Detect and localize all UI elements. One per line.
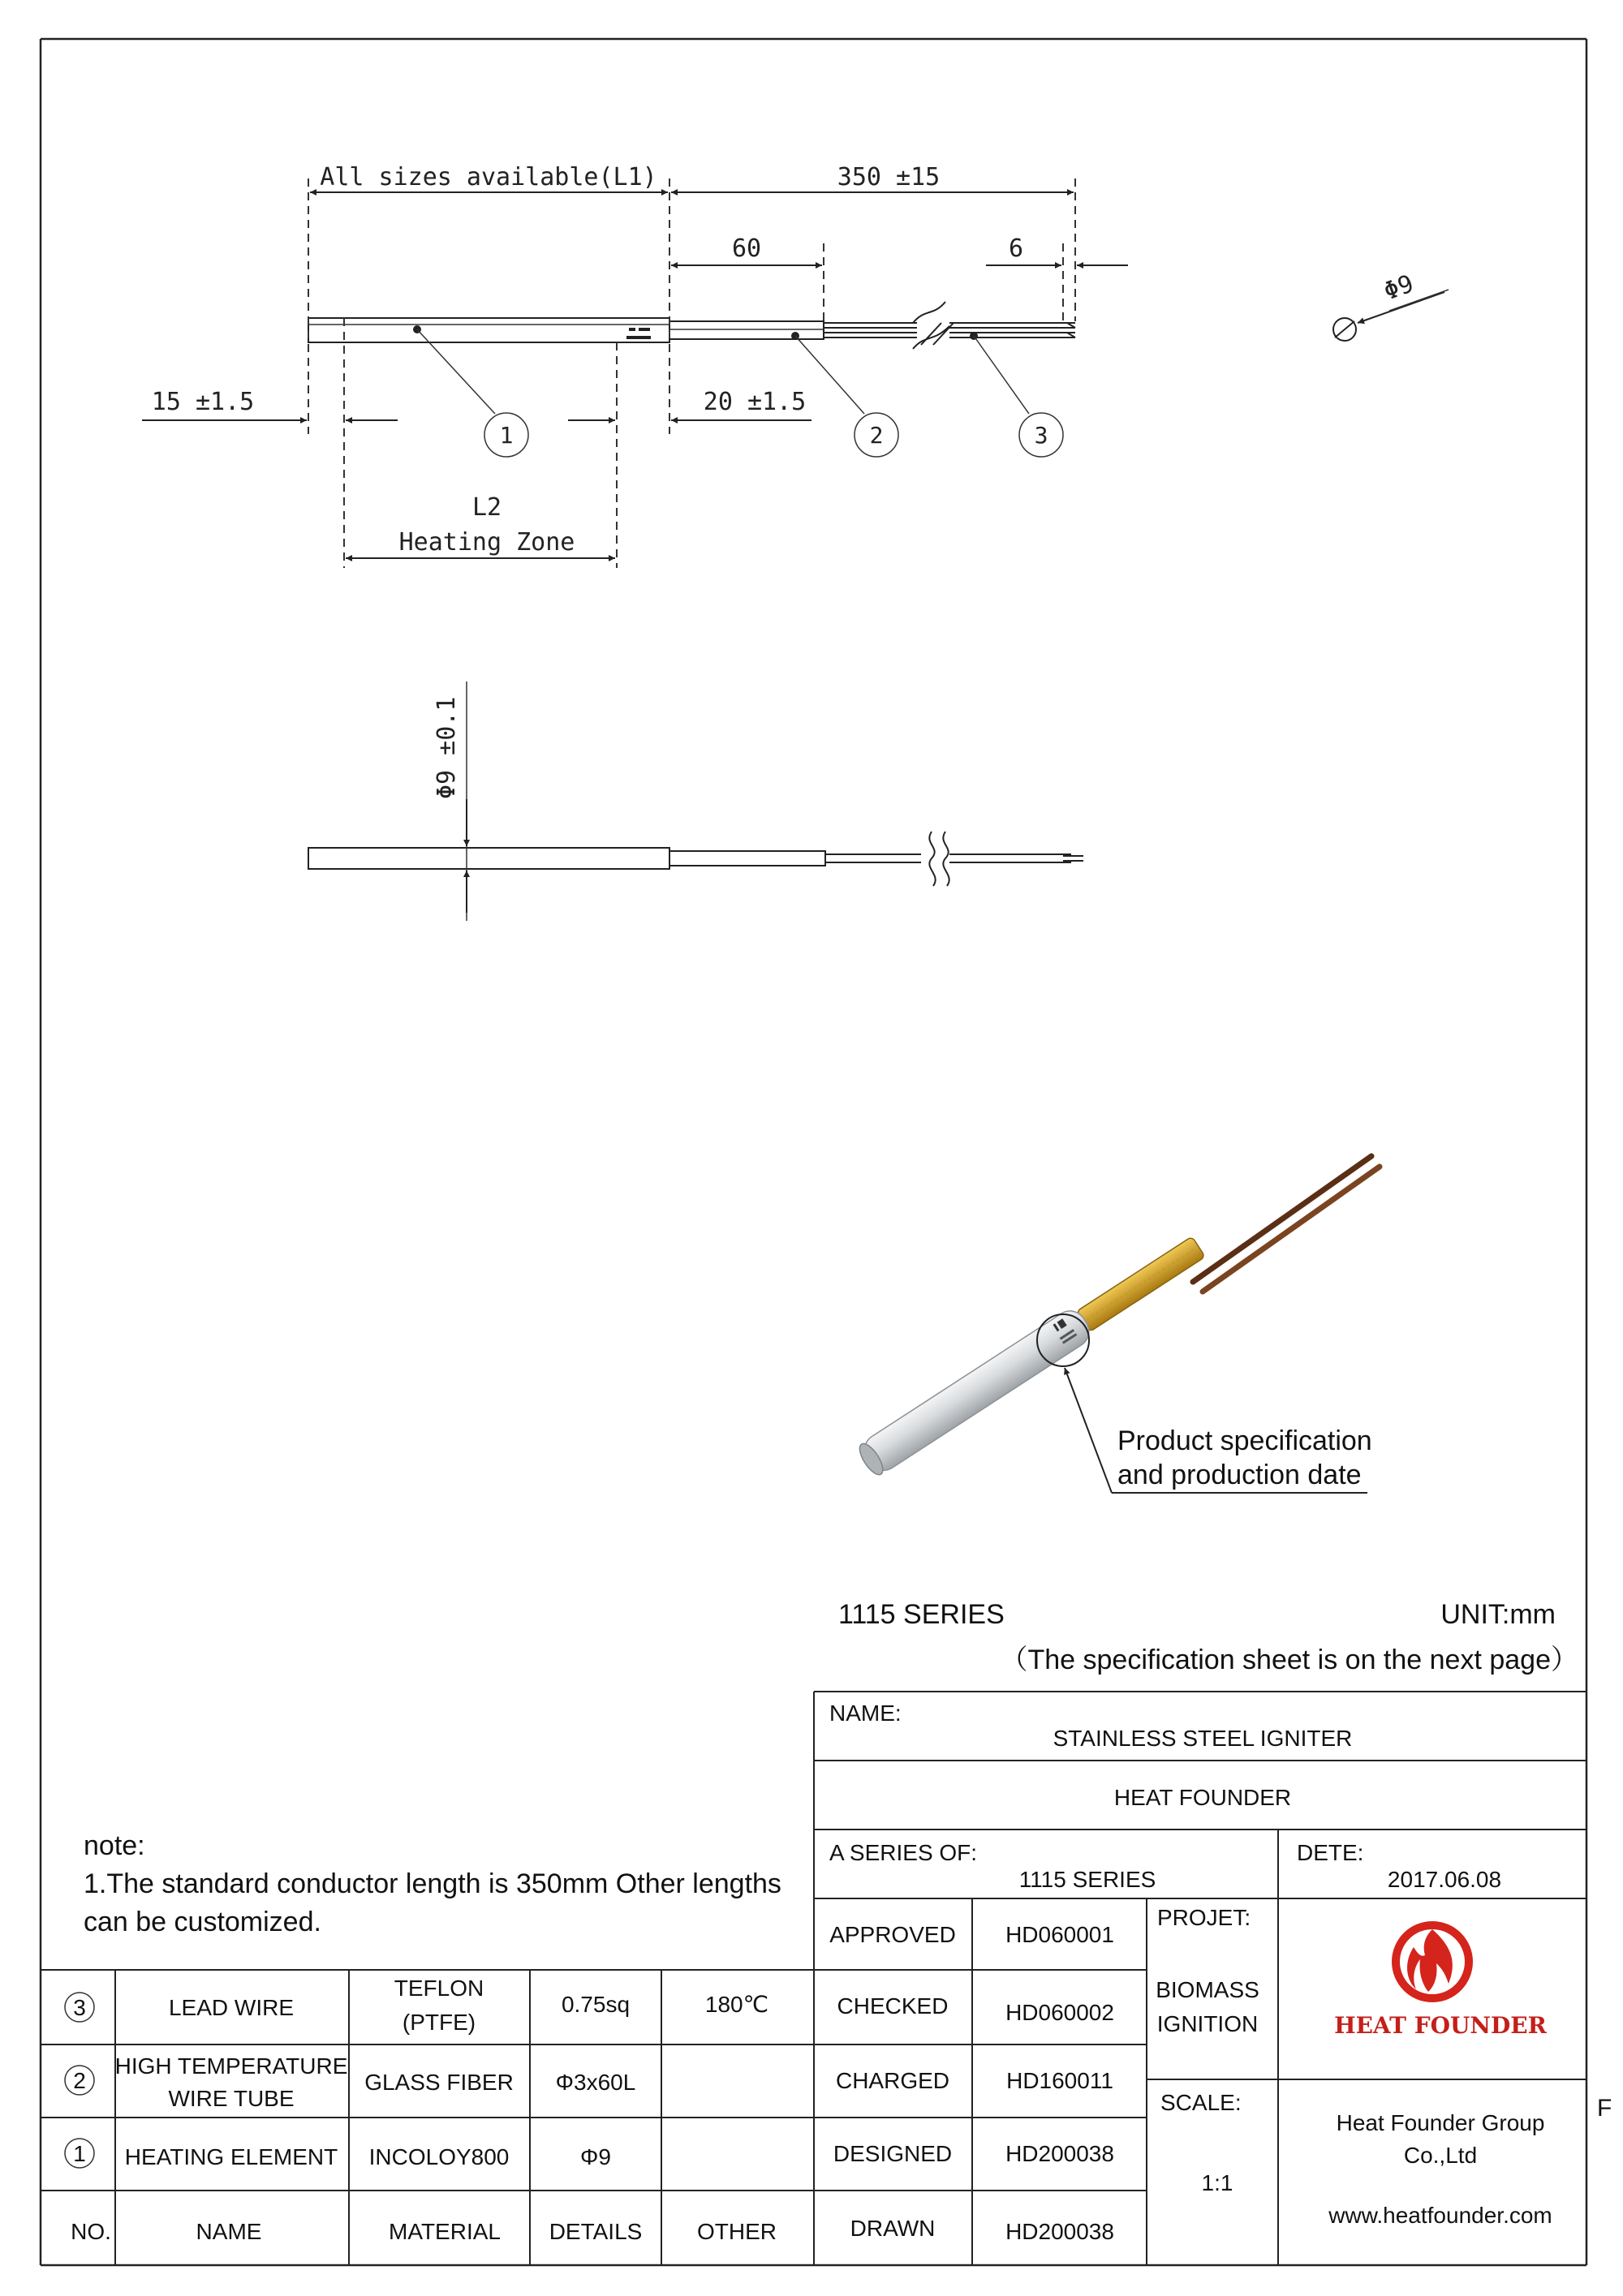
svg-text:1: 1 [499, 422, 514, 449]
heat-founder-logo [1334, 1921, 1547, 2039]
role-designed: DESIGNED [833, 2141, 953, 2166]
note-line-1: 1.The standard conductor length is 350mm Other lengths [84, 1868, 781, 1899]
bom-header-no: NO. [71, 2219, 111, 2244]
bom-row-1-name: HEATING ELEMENT [124, 2144, 338, 2169]
bom-row-3-name: LEAD WIRE [168, 1995, 295, 2020]
project-line-1: BIOMASS [1156, 1977, 1259, 2002]
margin-mark: F [1597, 2095, 1612, 2122]
company-name: HEAT FOUNDER [1113, 1785, 1292, 1810]
bom-row-3-no: 3 [73, 1995, 86, 2020]
bom-header-details: DETAILS [549, 2219, 643, 2244]
role-approved: APPROVED [829, 1922, 956, 1947]
company-full-line-2: Co.,Ltd [1403, 2143, 1478, 2168]
series-label: A SERIES OF: [829, 1840, 978, 1865]
bill-of-materials [41, 1970, 814, 2265]
project-line-2: IGNITION [1156, 2011, 1259, 2036]
dim-left-cold-label: 15 ±1.5 [151, 388, 255, 416]
bom-row-2-name-2: WIRE TUBE [168, 2086, 295, 2111]
spec-sheet-note: （The specification sheet is on the next page） [1000, 1645, 1578, 1675]
code-charged: HD160011 [1006, 2068, 1113, 2093]
role-checked: CHECKED [837, 1993, 949, 2019]
code-approved: HD060001 [1005, 1922, 1114, 1947]
bom-header-name: NAME [196, 2219, 262, 2244]
svg-text:2: 2 [869, 422, 884, 449]
note-heading: note: [84, 1830, 145, 1861]
bom-row-2-name-1: HIGH TEMPERATURE [114, 2053, 348, 2079]
side-heating-element [308, 848, 669, 869]
callout-line-1: Product specification [1117, 1425, 1372, 1456]
bom-row-2-material: GLASS FIBER [364, 2070, 514, 2095]
project-label: PROJET: [1157, 1905, 1251, 1930]
heating-element-body [308, 318, 669, 342]
dim-lead-length-label: 350 ±15 [837, 163, 941, 191]
bom-header-other: OTHER [697, 2219, 777, 2244]
igniter-side-view [308, 681, 1083, 921]
bom-row-2-no: 2 [73, 2068, 86, 2093]
unit-label: UNIT:mm [1440, 1599, 1556, 1630]
bom-header-material: MATERIAL [389, 2219, 501, 2244]
code-checked: HD060002 [1005, 2000, 1114, 2025]
date-value: 2017.06.08 [1387, 1867, 1502, 1892]
series-heading: 1115 SERIES [838, 1599, 1005, 1630]
dim-right-cold-label: 20 ±1.5 [703, 388, 807, 416]
date-label: DETE: [1297, 1840, 1364, 1865]
bom-row-1-material: INCOLOY800 [368, 2144, 510, 2169]
name-value: STAINLESS STEEL IGNITER [1053, 1726, 1353, 1751]
lead-wires [824, 302, 1075, 349]
bom-row-1-details: Φ9 [580, 2144, 611, 2169]
note-line-2: can be customized. [84, 1907, 321, 1937]
end-view-diameter [1333, 269, 1449, 341]
igniter-top-view [142, 163, 1449, 568]
company-website: www.heatfounder.com [1328, 2203, 1552, 2228]
series-value: 1115 SERIES [1018, 1867, 1156, 1892]
role-drawn: DRAWN [850, 2216, 936, 2241]
balloon-1 [413, 325, 528, 457]
dim-sleeve-label: 60 [731, 234, 762, 263]
company-full-line-1: Heat Founder Group [1336, 2110, 1545, 2135]
brown-lead-wire [1193, 1156, 1371, 1282]
dim-diameter-side-label: Φ9 ±0.1 [433, 696, 461, 799]
code-designed: HD200038 [1005, 2141, 1114, 2166]
igniter-3d-view [855, 1156, 1380, 1493]
dim-diameter-end-label: Φ9 [1380, 269, 1418, 307]
bom-row-2-details: Φ3x60L [555, 2070, 636, 2095]
scale-label: SCALE: [1160, 2090, 1242, 2115]
glass-fiber-sleeve [669, 321, 824, 339]
svg-text:HEAT FOUNDER: HEAT FOUNDER [1334, 2012, 1547, 2039]
dim-l1-label: All sizes available(L1) [320, 163, 657, 191]
bom-row-3-other: 180℃ [704, 1992, 769, 2017]
bom-row-3-material-2: (PTFE) [402, 2010, 476, 2035]
name-label: NAME: [829, 1701, 902, 1726]
role-charged: CHARGED [835, 2068, 950, 2093]
scale-value: 1:1 [1201, 2170, 1233, 2195]
bom-row-3-material-1: TEFLON [394, 1976, 484, 2001]
bom-row-1-no: 1 [73, 2141, 86, 2166]
code-drawn: HD200038 [1005, 2219, 1114, 2244]
balloon-3 [970, 332, 1063, 457]
title-block [814, 1692, 1586, 2265]
steel-tube [859, 1305, 1096, 1477]
callout-line-2: and production date [1117, 1460, 1362, 1490]
bom-row-3-details: 0.75sq [561, 1992, 631, 2017]
balloon-2 [791, 332, 898, 457]
dim-strip-label: 6 [1008, 234, 1024, 263]
svg-text:3: 3 [1034, 422, 1048, 449]
dim-l2-sub-label: Heating Zone [398, 528, 575, 557]
dim-l2-label: L2 [471, 493, 502, 522]
